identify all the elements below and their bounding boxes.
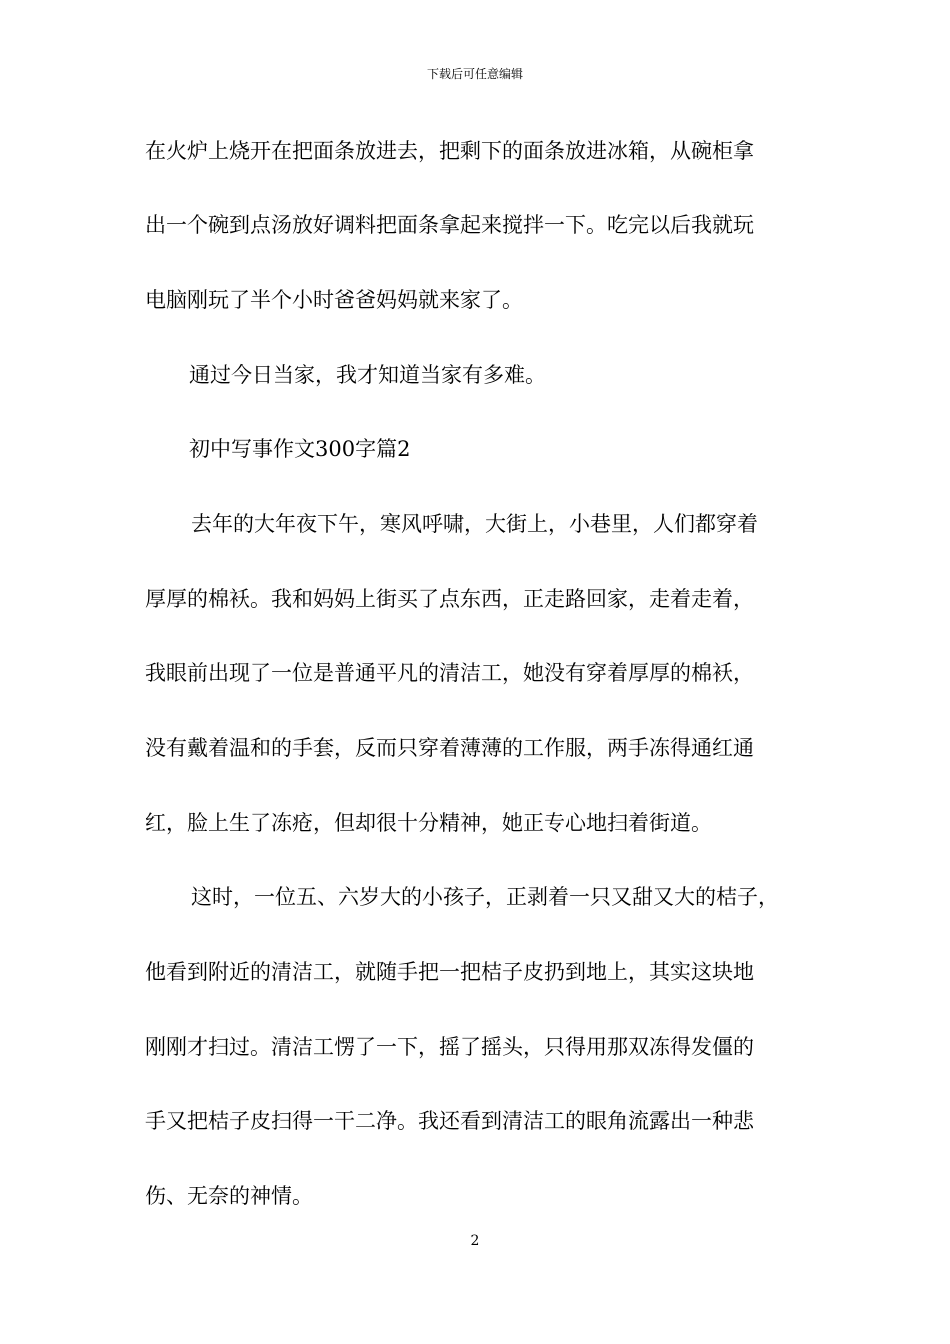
text-line: 厚厚的棉袄。我和妈妈上街买了点东西，正走路回家，走着走着， <box>145 587 754 611</box>
text-line: 红，脸上生了冻疮，但却很十分精神，她正专心地扫着街道。 <box>145 811 712 835</box>
text-line: 去年的大年夜下午，寒风呼啸，大街上，小巷里，人们都穿着 <box>191 512 758 536</box>
page-header: 下载后可任意编辑 <box>426 67 523 81</box>
text-line: 这时，一位五、六岁大的小孩子，正剥着一只又甜又大的桔子， <box>191 885 779 909</box>
text-line: 我眼前出现了一位是普通平凡的清洁工，她没有穿着厚厚的棉袄， <box>145 661 754 685</box>
section-heading: 初中写事作文300字篇2 <box>189 437 411 461</box>
text-line: 刚刚才扫过。清洁工愣了一下，摇了摇头，只得用那双冻得发僵的 <box>145 1035 754 1059</box>
text-line: 出一个碗到点汤放好调料把面条拿起来搅拌一下。吃完以后我就玩 <box>145 213 754 237</box>
text-line: 在火炉上烧开在把面条放进去，把剩下的面条放进冰箱，从碗柜拿 <box>145 139 754 163</box>
text-line: 伤、无奈的神情。 <box>145 1184 313 1208</box>
text-line: 他看到附近的清洁工，就随手把一把桔子皮扔到地上，其实这块地 <box>145 960 754 984</box>
text-line: 通过今日当家，我才知道当家有多难。 <box>189 363 546 387</box>
text-line: 电脑刚玩了半个小时爸爸妈妈就来家了。 <box>145 288 523 312</box>
page-number: 2 <box>470 1233 480 1249</box>
text-line: 手又把桔子皮扫得一干二净。我还看到清洁工的眼角流露出一种悲 <box>145 1109 754 1133</box>
text-line: 没有戴着温和的手套，反而只穿着薄薄的工作服，两手冻得通红通 <box>145 736 754 760</box>
